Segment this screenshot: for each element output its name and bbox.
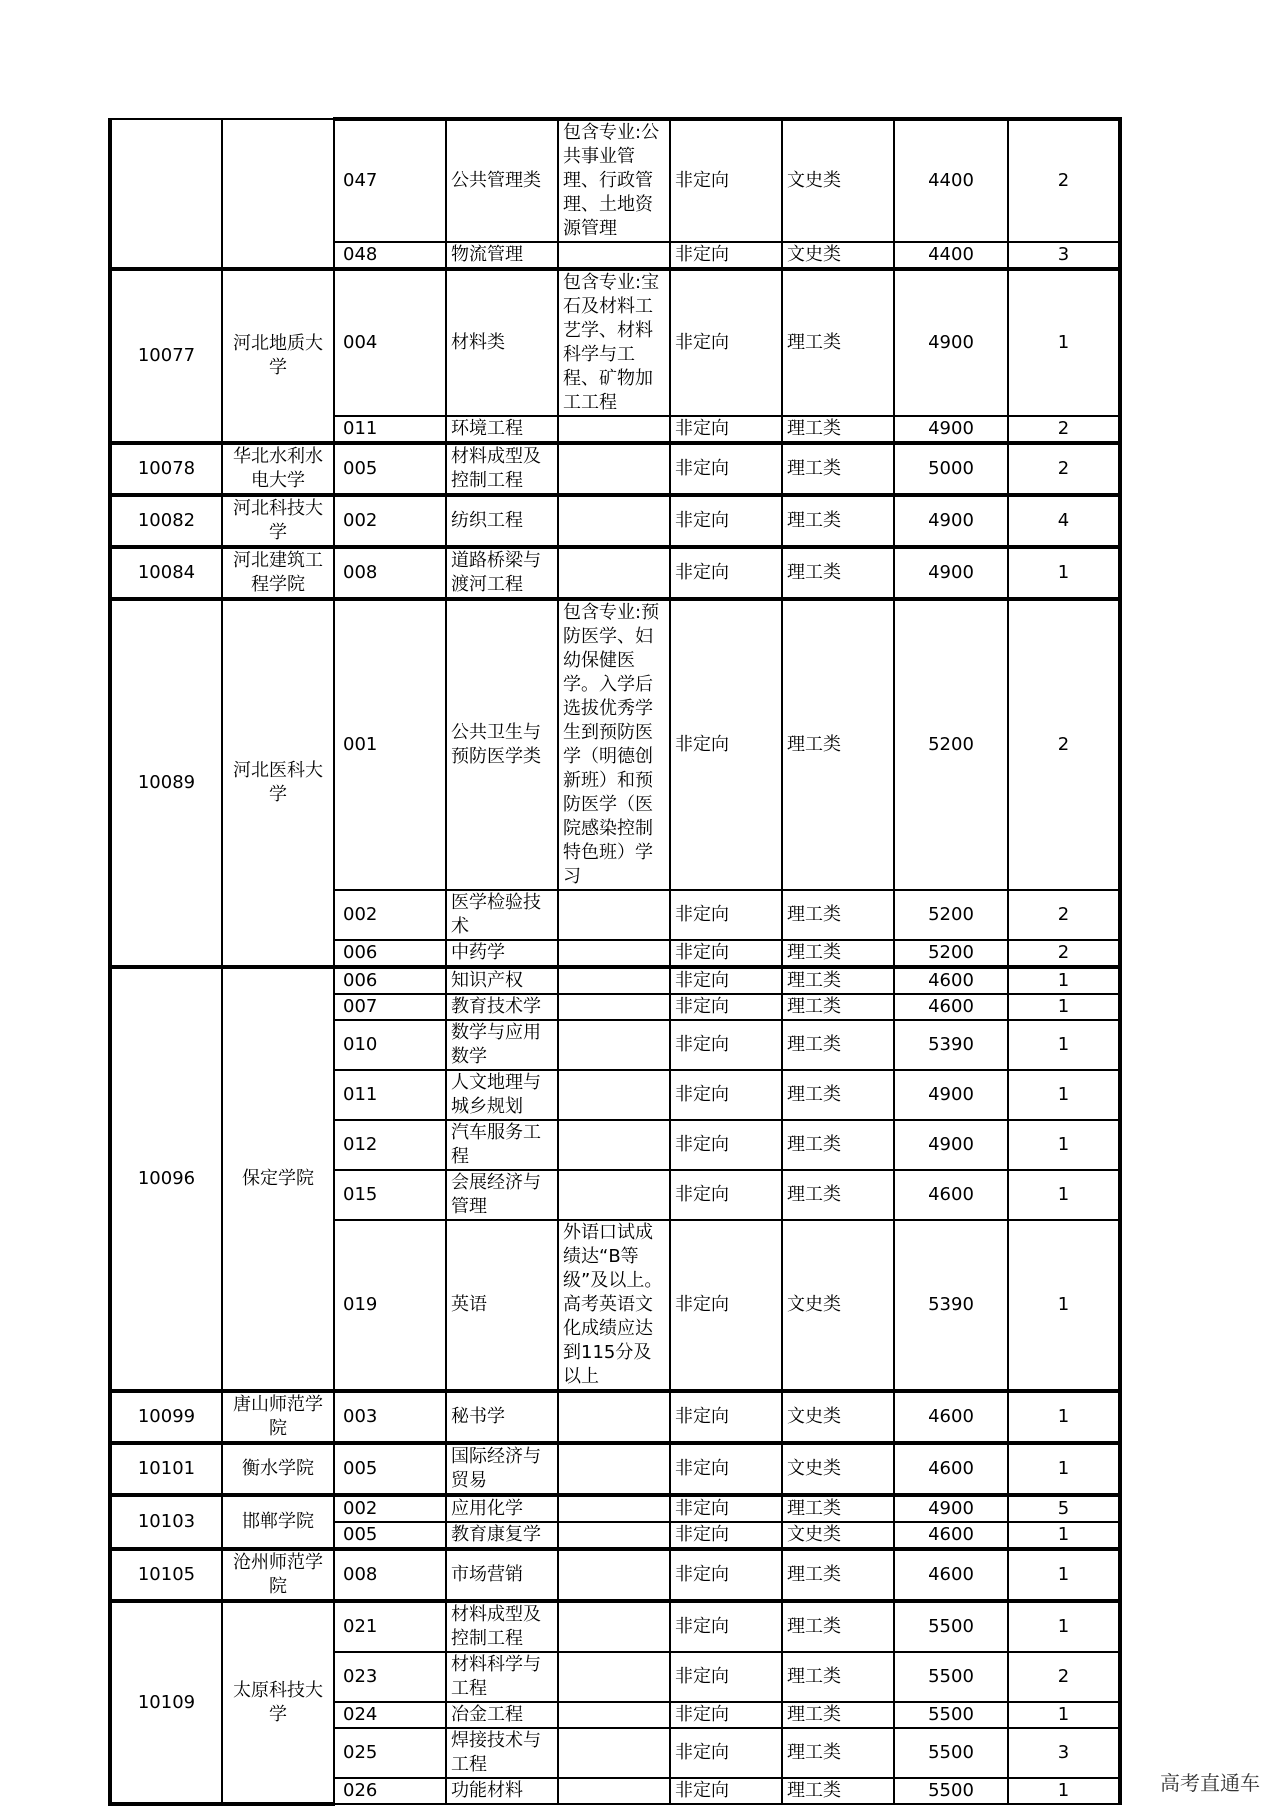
direction: 非定向: [670, 1549, 782, 1601]
major-name: 秘书学: [446, 1391, 558, 1443]
subject-category: 理工类: [782, 1702, 894, 1728]
institution-name: 衡水学院: [222, 1443, 334, 1495]
direction: 非定向: [670, 443, 782, 495]
tuition-fee: 5390: [894, 1020, 1008, 1070]
tuition-fee: 5500: [894, 1601, 1008, 1652]
subject-category: 文史类: [782, 242, 894, 269]
subject-category: 理工类: [782, 416, 894, 443]
plan-count: 2: [1008, 119, 1120, 242]
direction: 非定向: [670, 1495, 782, 1522]
major-note: [558, 242, 670, 269]
major-name: 材料类: [446, 269, 558, 416]
major-code: 005: [334, 1522, 446, 1549]
major-name: 中药学: [446, 940, 558, 967]
institution-code: 10077: [110, 269, 222, 443]
plan-count: 1: [1008, 1549, 1120, 1601]
institution-name: 河北医科大学: [222, 599, 334, 967]
major-note: [558, 1391, 670, 1443]
table-row: [110, 1601, 1120, 1652]
major-note: 包含专业:预防医学、妇幼保健医学。入学后选拔优秀学生到预防医学（明德创新班）和预防医学（医院感染控制特色班）学习: [558, 599, 670, 890]
major-name: 材料成型及控制工程: [446, 1601, 558, 1652]
institution-name: 河北建筑工程学院: [222, 547, 334, 599]
direction: 非定向: [670, 1120, 782, 1170]
tuition-fee: 4900: [894, 1120, 1008, 1170]
tuition-fee: 4900: [894, 495, 1008, 547]
major-note: [558, 1020, 670, 1070]
institution-name: 邯郸学院: [222, 1495, 334, 1549]
major-code: 004: [334, 269, 446, 416]
institution-name: 太原科技大学: [222, 1601, 334, 1804]
subject-category: 理工类: [782, 547, 894, 599]
major-note: [558, 967, 670, 994]
major-code: 021: [334, 1601, 446, 1652]
subject-category: 理工类: [782, 1495, 894, 1522]
major-name: 纺织工程: [446, 495, 558, 547]
tuition-fee: 5000: [894, 443, 1008, 495]
plan-count: 2: [1008, 416, 1120, 443]
plan-count: 1: [1008, 1778, 1120, 1804]
tuition-fee: 5200: [894, 940, 1008, 967]
tuition-fee: 4900: [894, 547, 1008, 599]
major-name: 汽车服务工程: [446, 1120, 558, 1170]
institution-name: 河北地质大学: [222, 269, 334, 443]
major-name: 环境工程: [446, 416, 558, 443]
plan-count: 1: [1008, 1220, 1120, 1391]
subject-category: 理工类: [782, 1601, 894, 1652]
direction: 非定向: [670, 269, 782, 416]
major-name: 人文地理与城乡规划: [446, 1070, 558, 1120]
subject-category: 理工类: [782, 940, 894, 967]
tuition-fee: 4600: [894, 1522, 1008, 1549]
tuition-fee: 5500: [894, 1778, 1008, 1804]
major-note: [558, 443, 670, 495]
table-row: [110, 119, 1120, 242]
major-code: 002: [334, 495, 446, 547]
direction: 非定向: [670, 1601, 782, 1652]
major-note: [558, 1495, 670, 1522]
major-code: 025: [334, 1728, 446, 1778]
major-note: [558, 495, 670, 547]
major-name: 国际经济与贸易: [446, 1443, 558, 1495]
subject-category: 理工类: [782, 1070, 894, 1120]
major-note: [558, 1070, 670, 1120]
table-row: [110, 443, 1120, 495]
direction: 非定向: [670, 940, 782, 967]
subject-category: 理工类: [782, 1778, 894, 1804]
subject-category: 理工类: [782, 495, 894, 547]
direction: 非定向: [670, 1391, 782, 1443]
major-code: 008: [334, 547, 446, 599]
plan-count: 1: [1008, 1170, 1120, 1220]
major-code: 047: [334, 119, 446, 242]
tuition-fee: 5500: [894, 1652, 1008, 1702]
subject-category: 文史类: [782, 1220, 894, 1391]
plan-count: 2: [1008, 940, 1120, 967]
watermark: 高考直通车: [1160, 1771, 1260, 1795]
major-code: 002: [334, 890, 446, 940]
subject-category: 理工类: [782, 890, 894, 940]
institution-code: [110, 119, 222, 269]
tuition-fee: 4900: [894, 1495, 1008, 1522]
institution-name: 保定学院: [222, 967, 334, 1391]
institution-code: 10101: [110, 1443, 222, 1495]
plan-count: 1: [1008, 1391, 1120, 1443]
institution-name: [222, 119, 334, 269]
subject-category: 理工类: [782, 1549, 894, 1601]
plan-count: 1: [1008, 1522, 1120, 1549]
major-note: [558, 890, 670, 940]
major-code: 011: [334, 1070, 446, 1120]
table-row: [110, 967, 1120, 994]
major-name: 医学检验技术: [446, 890, 558, 940]
major-code: 011: [334, 416, 446, 443]
major-note: [558, 547, 670, 599]
major-code: 006: [334, 940, 446, 967]
direction: 非定向: [670, 599, 782, 890]
subject-category: 理工类: [782, 443, 894, 495]
major-name: 数学与应用数学: [446, 1020, 558, 1070]
direction: 非定向: [670, 416, 782, 443]
major-name: 焊接技术与工程: [446, 1728, 558, 1778]
major-name: 市场营销: [446, 1549, 558, 1601]
direction: 非定向: [670, 1702, 782, 1728]
major-code: 008: [334, 1549, 446, 1601]
tuition-fee: 4400: [894, 119, 1008, 242]
plan-count: 3: [1008, 1728, 1120, 1778]
direction: 非定向: [670, 495, 782, 547]
institution-code: 10099: [110, 1391, 222, 1443]
direction: 非定向: [670, 1778, 782, 1804]
plan-count: 1: [1008, 547, 1120, 599]
major-note: [558, 1443, 670, 1495]
major-name: 公共卫生与预防医学类: [446, 599, 558, 890]
tuition-fee: 4600: [894, 967, 1008, 994]
tuition-fee: 4400: [894, 242, 1008, 269]
major-note: [558, 1120, 670, 1170]
tuition-fee: 4600: [894, 1549, 1008, 1601]
major-code: 048: [334, 242, 446, 269]
major-code: 023: [334, 1652, 446, 1702]
institution-code: 10109: [110, 1601, 222, 1804]
tuition-fee: 5500: [894, 1728, 1008, 1778]
table-row: [110, 1495, 1120, 1522]
table-row: [110, 1549, 1120, 1601]
major-note: 外语口试成绩达“B等级”及以上。高考英语文化成绩应达到115分及以上: [558, 1220, 670, 1391]
institution-name: 沧州师范学院: [222, 1549, 334, 1601]
institution-code: 10082: [110, 495, 222, 547]
direction: 非定向: [670, 1220, 782, 1391]
major-name: 会展经济与管理: [446, 1170, 558, 1220]
tuition-fee: 4600: [894, 1391, 1008, 1443]
major-note: 包含专业:宝石及材料工艺学、材料科学与工程、矿物加工工程: [558, 269, 670, 416]
major-code: 002: [334, 1495, 446, 1522]
direction: 非定向: [670, 1652, 782, 1702]
plan-count: 1: [1008, 1702, 1120, 1728]
tuition-fee: 4600: [894, 994, 1008, 1020]
major-note: [558, 1601, 670, 1652]
plan-count: 2: [1008, 1652, 1120, 1702]
plan-count: 1: [1008, 1070, 1120, 1120]
table-row: [110, 1391, 1120, 1443]
subject-category: 理工类: [782, 1020, 894, 1070]
major-note: [558, 1778, 670, 1804]
major-name: 冶金工程: [446, 1702, 558, 1728]
institution-name: 华北水利水电大学: [222, 443, 334, 495]
major-code: 003: [334, 1391, 446, 1443]
subject-category: 理工类: [782, 1170, 894, 1220]
major-name: 功能材料: [446, 1778, 558, 1804]
major-name: 物流管理: [446, 242, 558, 269]
major-code: 007: [334, 994, 446, 1020]
major-name: 教育康复学: [446, 1522, 558, 1549]
table-row: [110, 269, 1120, 416]
plan-count: 1: [1008, 1020, 1120, 1070]
plan-count: 2: [1008, 443, 1120, 495]
table-row: [110, 599, 1120, 890]
direction: 非定向: [670, 1522, 782, 1549]
major-name: 应用化学: [446, 1495, 558, 1522]
major-note: [558, 416, 670, 443]
institution-code: 10078: [110, 443, 222, 495]
major-note: [558, 1522, 670, 1549]
subject-category: 文史类: [782, 119, 894, 242]
major-note: [558, 1652, 670, 1702]
subject-category: 文史类: [782, 1522, 894, 1549]
major-note: [558, 1728, 670, 1778]
tuition-fee: 4900: [894, 269, 1008, 416]
major-name: 英语: [446, 1220, 558, 1391]
plan-count: 1: [1008, 1443, 1120, 1495]
major-note: [558, 940, 670, 967]
plan-count: 2: [1008, 599, 1120, 890]
subject-category: 理工类: [782, 269, 894, 416]
institution-code: 10103: [110, 1495, 222, 1549]
subject-category: 理工类: [782, 599, 894, 890]
subject-category: 理工类: [782, 1728, 894, 1778]
major-note: 包含专业:公共事业管理、行政管理、土地资源管理: [558, 119, 670, 242]
major-name: 知识产权: [446, 967, 558, 994]
plan-count: 3: [1008, 242, 1120, 269]
plan-count: 1: [1008, 1120, 1120, 1170]
plan-count: 2: [1008, 890, 1120, 940]
tuition-fee: 5390: [894, 1220, 1008, 1391]
plan-count: 1: [1008, 1601, 1120, 1652]
direction: 非定向: [670, 119, 782, 242]
major-note: [558, 1549, 670, 1601]
direction: 非定向: [670, 1728, 782, 1778]
subject-category: 文史类: [782, 1391, 894, 1443]
direction: 非定向: [670, 994, 782, 1020]
major-note: [558, 1170, 670, 1220]
institution-code: 10084: [110, 547, 222, 599]
direction: 非定向: [670, 1443, 782, 1495]
tuition-fee: 5200: [894, 890, 1008, 940]
table-row: [110, 547, 1120, 599]
institution-code: 10096: [110, 967, 222, 1391]
tuition-fee: 4900: [894, 1070, 1008, 1120]
institution-name: 唐山师范学院: [222, 1391, 334, 1443]
subject-category: 理工类: [782, 967, 894, 994]
major-code: 010: [334, 1020, 446, 1070]
table-row: [110, 495, 1120, 547]
direction: 非定向: [670, 1170, 782, 1220]
major-name: 公共管理类: [446, 119, 558, 242]
table-row: [110, 1443, 1120, 1495]
direction: 非定向: [670, 890, 782, 940]
subject-category: 文史类: [782, 1443, 894, 1495]
subject-category: 理工类: [782, 1120, 894, 1170]
major-code: 001: [334, 599, 446, 890]
major-name: 材料成型及控制工程: [446, 443, 558, 495]
major-code: 026: [334, 1778, 446, 1804]
tuition-fee: 5500: [894, 1702, 1008, 1728]
major-name: 教育技术学: [446, 994, 558, 1020]
major-code: 015: [334, 1170, 446, 1220]
major-code: 005: [334, 443, 446, 495]
plan-count: 1: [1008, 269, 1120, 416]
major-note: [558, 1702, 670, 1728]
major-name: 道路桥梁与渡河工程: [446, 547, 558, 599]
major-code: 019: [334, 1220, 446, 1391]
plan-count: 5: [1008, 1495, 1120, 1522]
major-name: 材料科学与工程: [446, 1652, 558, 1702]
subject-category: 理工类: [782, 994, 894, 1020]
tuition-fee: 4900: [894, 416, 1008, 443]
tuition-fee: 4600: [894, 1170, 1008, 1220]
direction: 非定向: [670, 1020, 782, 1070]
plan-count: 1: [1008, 967, 1120, 994]
direction: 非定向: [670, 967, 782, 994]
admission-plan-table: [108, 117, 1122, 1806]
major-code: 024: [334, 1702, 446, 1728]
plan-count: 4: [1008, 495, 1120, 547]
direction: 非定向: [670, 1070, 782, 1120]
institution-code: 10105: [110, 1549, 222, 1601]
major-code: 005: [334, 1443, 446, 1495]
major-note: [558, 994, 670, 1020]
direction: 非定向: [670, 547, 782, 599]
major-code: 012: [334, 1120, 446, 1170]
subject-category: 理工类: [782, 1652, 894, 1702]
plan-count: 1: [1008, 994, 1120, 1020]
tuition-fee: 5200: [894, 599, 1008, 890]
institution-name: 河北科技大学: [222, 495, 334, 547]
major-code: 006: [334, 967, 446, 994]
direction: 非定向: [670, 242, 782, 269]
tuition-fee: 4600: [894, 1443, 1008, 1495]
institution-code: 10089: [110, 599, 222, 967]
